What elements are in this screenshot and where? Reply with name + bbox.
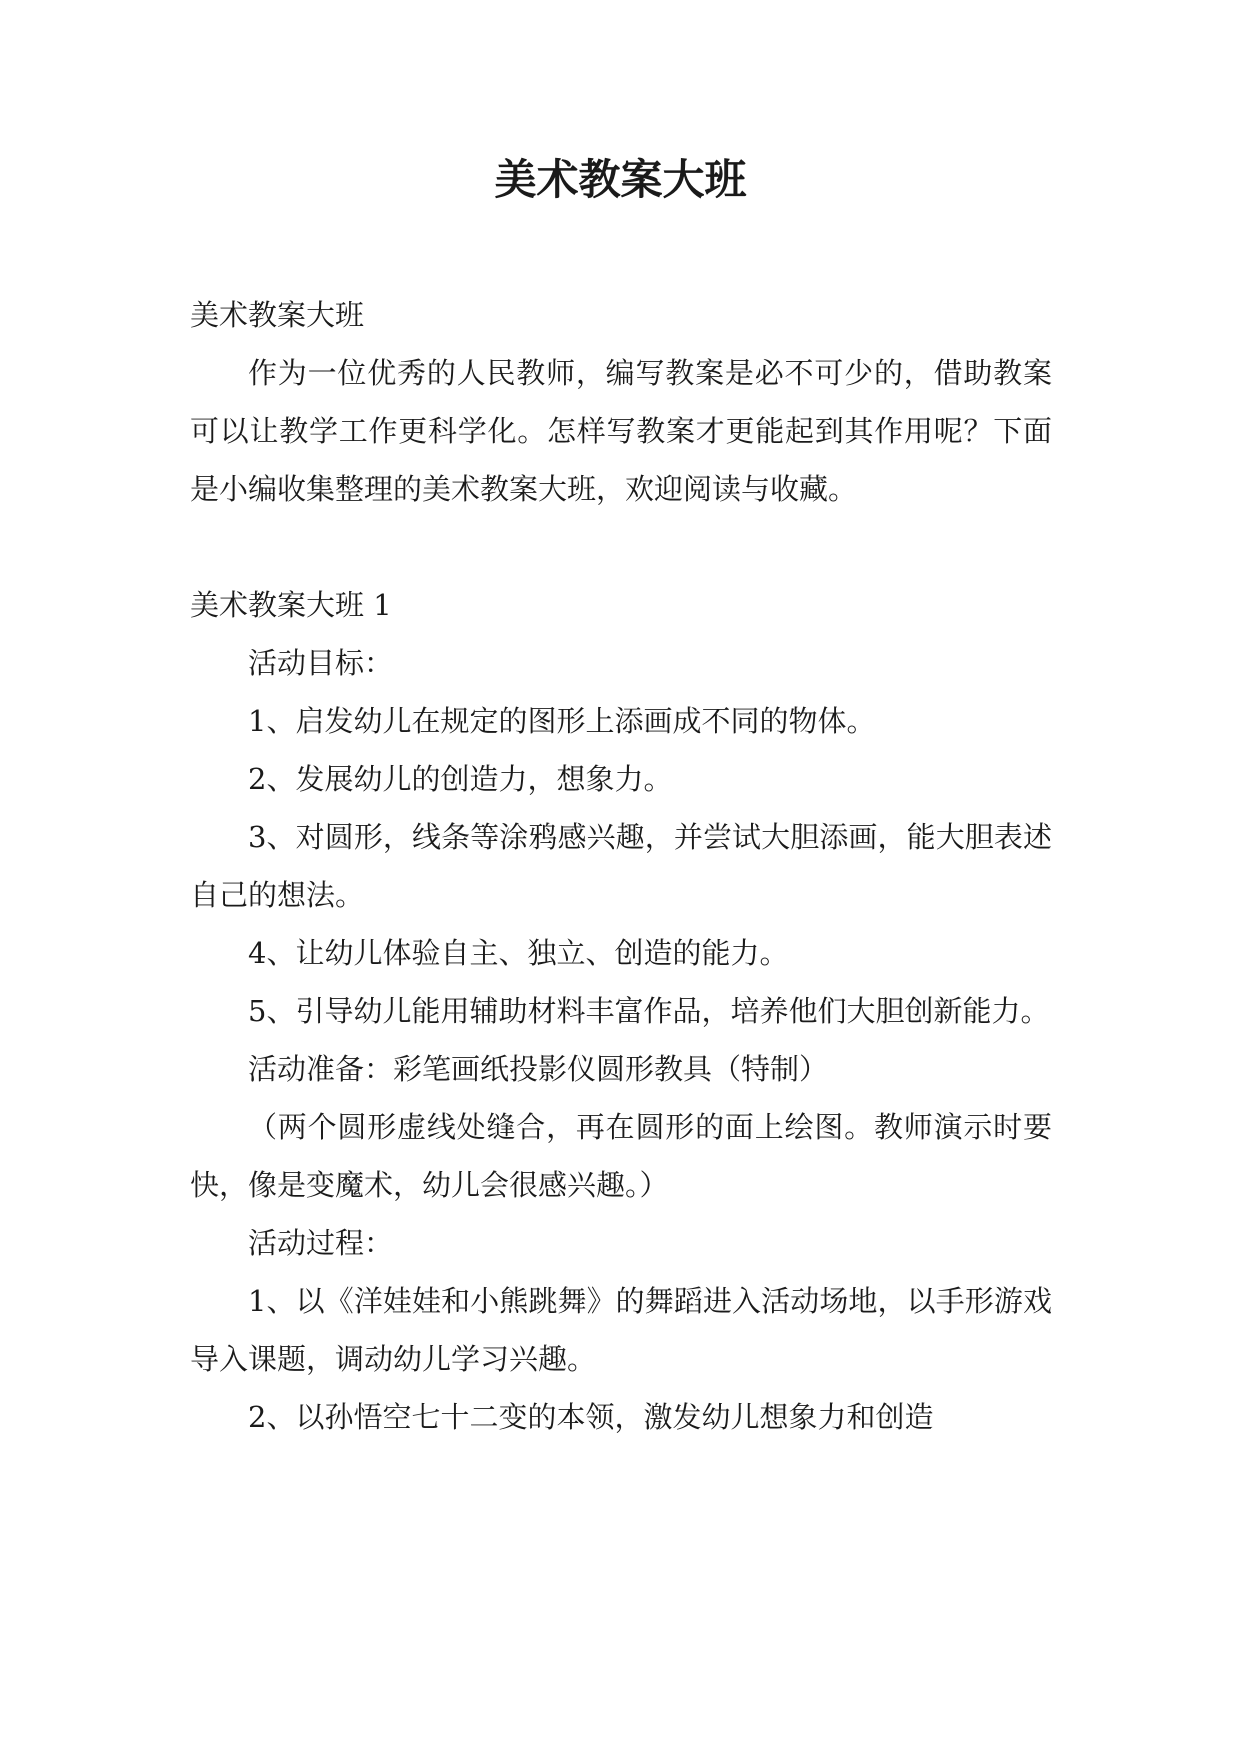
goal-item-2: 2、发展幼儿的创造力，想象力。 [248, 762, 673, 796]
goal-item-5: 5、引导幼儿能用辅助材料丰富作品，培养他们大胆创新能力。 [248, 994, 1050, 1028]
goal-item-1: 1、启发幼儿在规定的图形上添画成不同的物体。 [248, 704, 876, 738]
document-body [190, 286, 1052, 1446]
document-title: 美术教案大班 [494, 155, 747, 204]
goal-item-3: 3、对圆形，线条等涂鸦感兴趣，并尝试大胆添画，能大胆表述自己的想法。 [190, 820, 1052, 912]
preparation-text: 活动准备：彩笔画纸投影仪圆形教具（特制） [248, 1052, 829, 1086]
process-step-1: 1、以《洋娃娃和小熊跳舞》的舞蹈进入活动场地，以手形游戏导入课题，调动幼儿学习兴趣。 [190, 1284, 1052, 1376]
intro-paragraph: 作为一位优秀的人民教师，编写教案是必不可少的，借助教案可以让教学工作更科学化。怎样写教案才更能起到其作用呢？下面是小编收集整理的美术教案大班，欢迎阅读与收藏。 [190, 356, 1052, 506]
process-step-2: 2、以孙悟空七十二变的本领，激发幼儿想象力和创造 [248, 1400, 934, 1434]
intro-heading: 美术教案大班 [190, 298, 365, 332]
goal-item-4: 4、让幼儿体验自主、独立、创造的能力。 [248, 936, 789, 970]
preparation-note: （两个圆形虚线处缝合，再在圆形的面上绘图。教师演示时要快，像是变魔术，幼儿会很感兴趣。） [190, 1110, 1052, 1202]
process-label: 活动过程： [248, 1226, 394, 1260]
goals-label: 活动目标： [248, 646, 394, 680]
section-heading: 美术教案大班 1 [190, 588, 392, 622]
section-spacer [190, 518, 1052, 576]
